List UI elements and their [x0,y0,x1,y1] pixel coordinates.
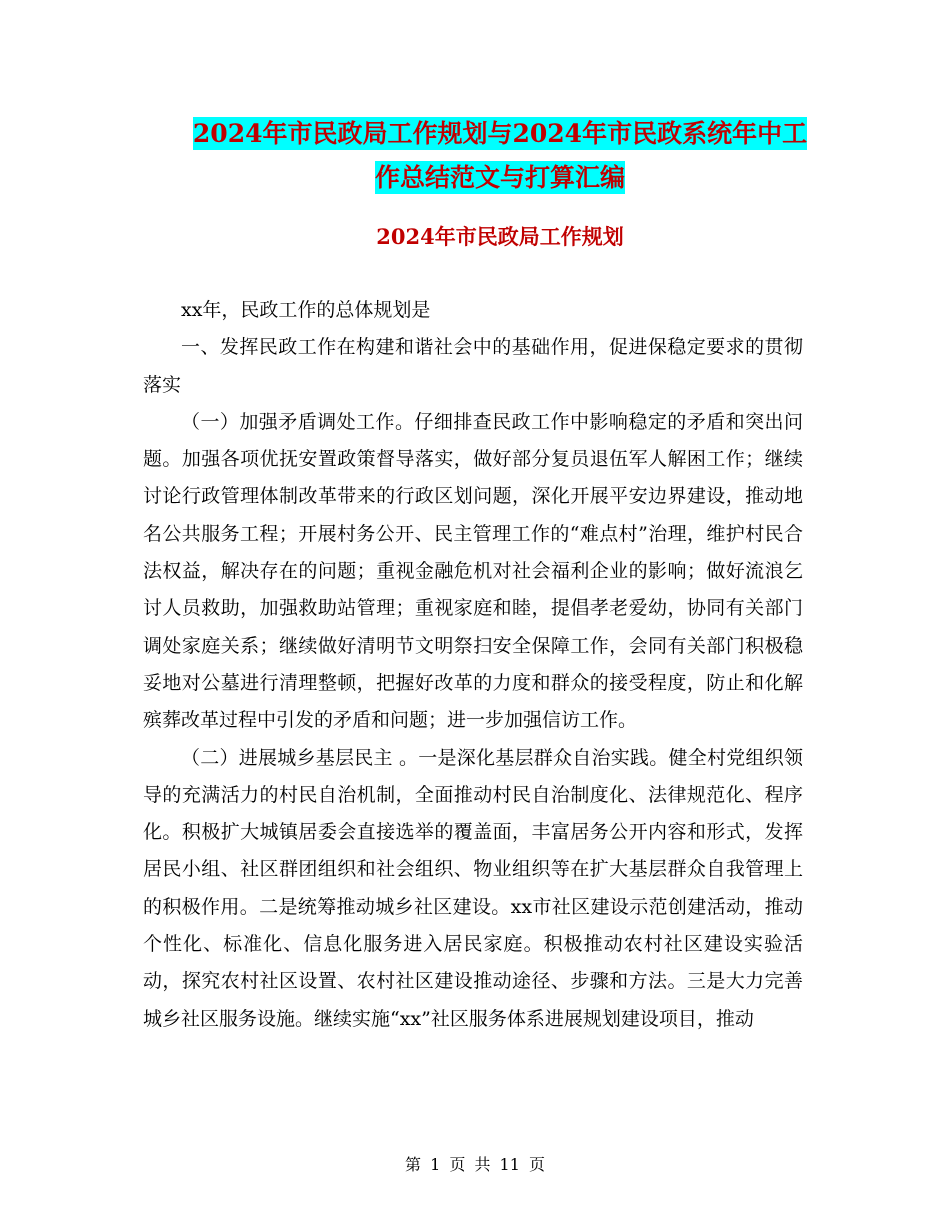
paragraph-intro: xx年，民政工作的总体规划是 [181,299,431,321]
document-title-line2: 作总结范文与打算汇编 [374,163,625,192]
paragraph-heading-1: 一、发挥民政工作在构建和谐社会中的基础作用，促进保稳定要求的贯彻落实 [143,336,803,396]
page-number-footer: 第 1 页 共 11 页 [405,1155,545,1174]
paragraph-item-2: （二）进展城乡基层民主 。一是深化基层群众自治实践。健全村党组织领导的充满活力的村民自治机制，全面推动村民自治制度化、法律规范化、程序化。积极扩大城镇居委会直接选举的覆盖面，丰富居务公开内容和形式，发挥居民小组、社区群团组织和社会组织、物业组织等在扩大基层群众自我管理上的积极作用。二是统筹推动城乡社区建设。xx市社区建设示范创建活动，推动个性化、标准化、信息化服务进入居民家庭。积极推动农村社区建设实验活动，探究农村社区设置、农村社区建设推动途径、步骤和方法。三是大力完善城乡社区服务设施。继续实施“xx”社区服务体系进展规划建设项目，推动 [143,746,803,1030]
document-title-line1: 2024年市民政局工作规划与2024年市民政系统年中工 [192,119,808,148]
section-title: 2024年市民政局工作规划 [376,224,624,249]
document-body [143,292,803,1038]
paragraph-item-1: （一）加强矛盾调处工作。仔细排查民政工作中影响稳定的矛盾和突出问题。加强各项优抚安置政策督导落实，做好部分复员退伍军人解困工作；继续讨论行政管理体制改革带来的行政区划问题，深化开展平安边界建设，推动地名公共服务工程；开展村务公开、民主管理工作的“难点村”治理，维护村民合法权益，解决存在的问题；重视金融危机对社会福利企业的影响；做好流浪乞讨人员救助，加强救助站管理；重视家庭和睦，提倡孝老爱幼，协同有关部门调处家庭关系；继续做好清明节文明祭扫安全保障工作，会同有关部门积极稳妥地对公墓进行清理整顿，把握好改革的力度和群众的接受程度，防止和化解殡葬改革过程中引发的矛盾和问题；进一步加强信访工作。 [143,410,803,732]
document-title [140,112,860,200]
